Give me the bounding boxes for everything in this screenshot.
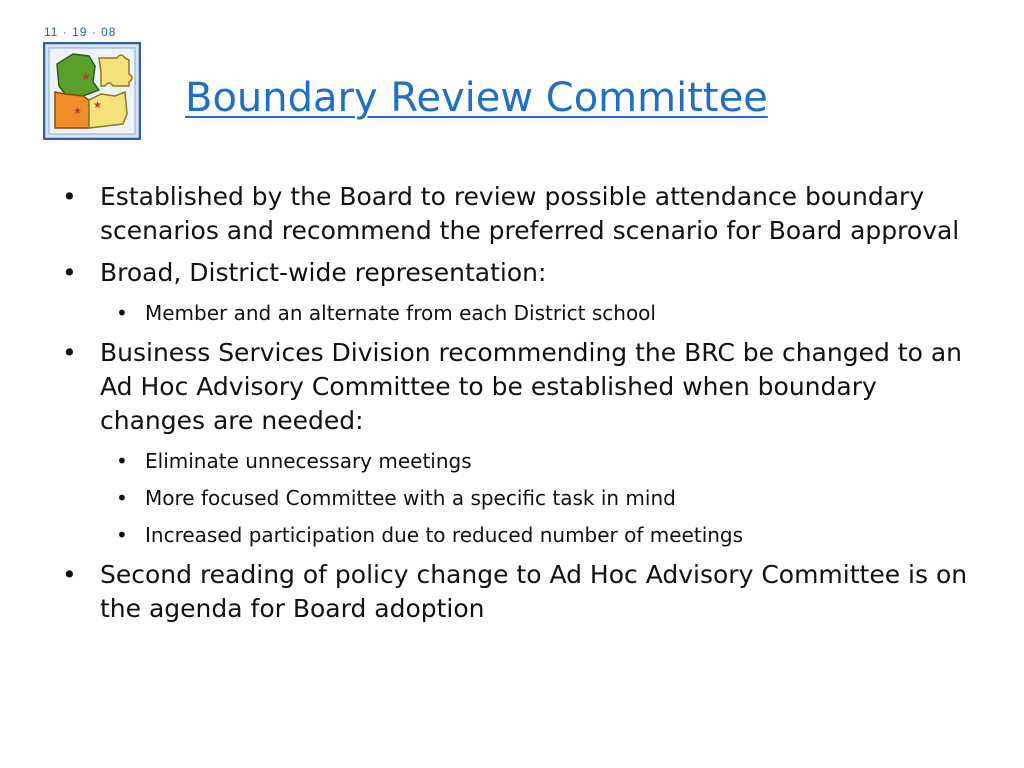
sub-bullet-item: • Member and an alternate from each District school [100, 298, 980, 328]
district-logo [43, 42, 141, 140]
svg-text:★: ★ [93, 100, 102, 111]
date-label: 11 · 19 · 08 [44, 25, 117, 39]
svg-text:★: ★ [73, 106, 82, 117]
bullet-item [60, 558, 980, 626]
sub-bullet-item: • Eliminate unnecessary meetings [100, 446, 980, 476]
bullet-text: Established by the Board to review possible attendance boundary scenarios and recommend the preferred scenario for Board approval [100, 182, 960, 245]
bullet-list [60, 180, 980, 626]
bullet-item [60, 180, 980, 248]
bullet-text: Broad, District-wide representation: [100, 258, 547, 287]
slide-title: Boundary Review Committee [185, 75, 768, 121]
sub-bullet-list [100, 298, 980, 328]
sub-bullet-item: • More focused Committee with a specific task in mind [100, 483, 980, 513]
bullet-item [60, 256, 980, 328]
sub-bullet-item: • Increased participation due to reduced number of meetings [100, 520, 980, 550]
bullet-text: Business Services Division recommending the BRC be changed to an Ad Hoc Advisory Committee to be established when boundary changes are needed: [100, 338, 962, 435]
sub-bullet-list [100, 446, 980, 550]
bullet-item [60, 336, 980, 550]
svg-text:★: ★ [81, 70, 91, 83]
slide-body [60, 180, 980, 634]
bullet-text: Second reading of policy change to Ad Hoc Advisory Committee is on the agenda for Board adoption [100, 560, 968, 623]
district-map-puzzle-icon [43, 42, 141, 140]
